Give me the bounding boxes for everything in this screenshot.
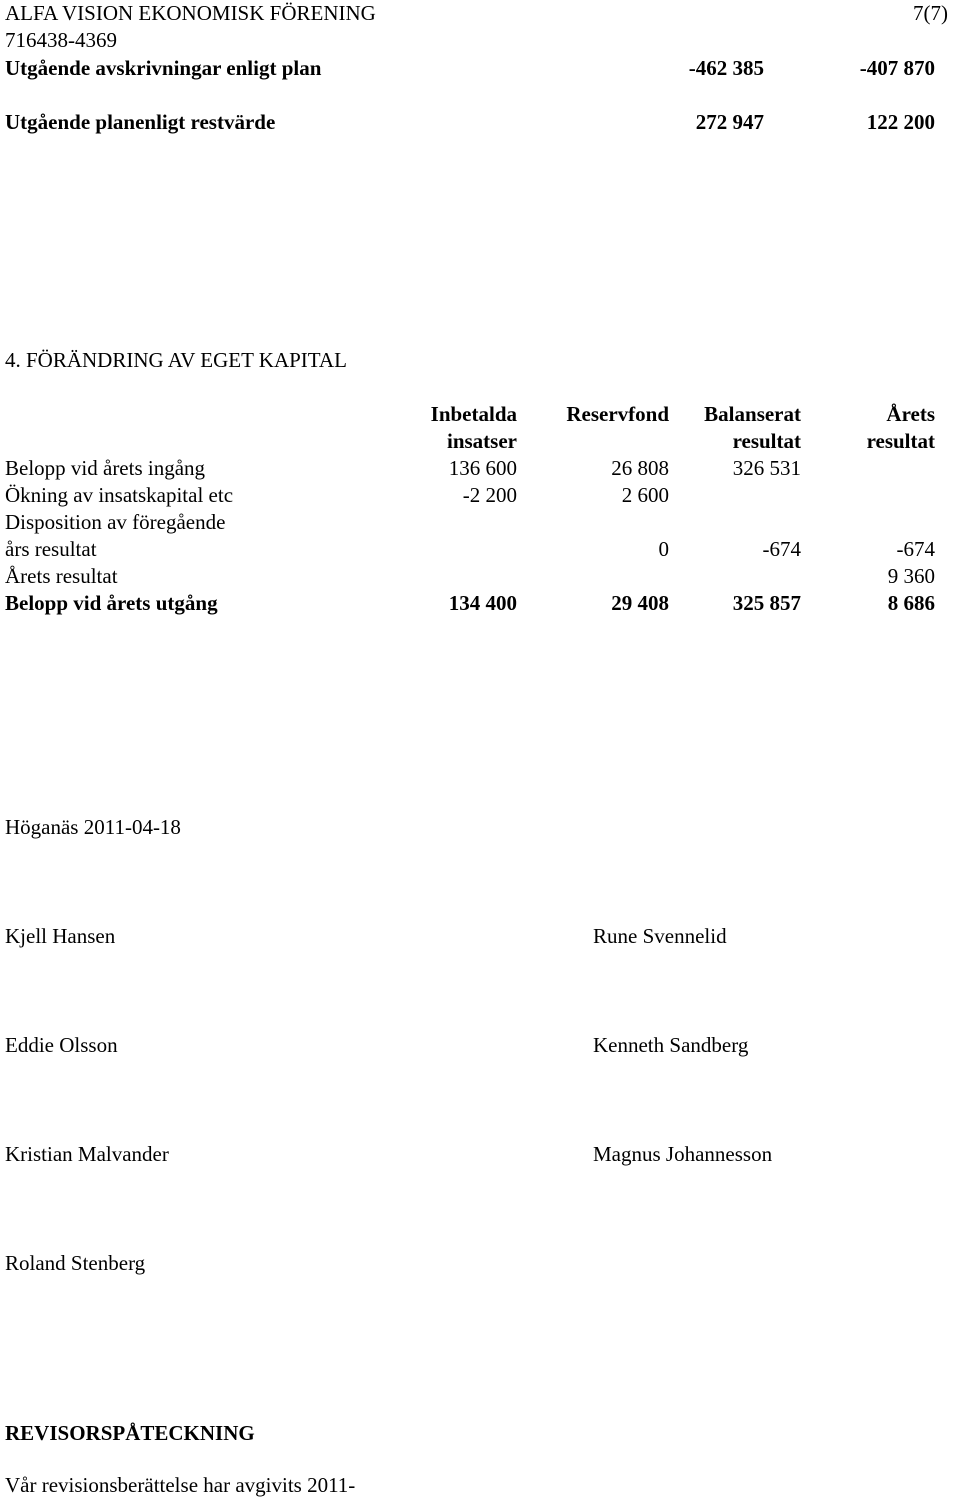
depreciation-row-value: -462 385 [688,56,764,80]
table-cell: 325 857 [732,591,801,615]
column-header: Årets [886,402,935,426]
depreciation-row-value: -407 870 [859,56,935,80]
table-row-label: Belopp vid årets ingång [5,456,206,480]
column-header: insatser [447,429,517,453]
column-header: Reservfond [566,402,669,426]
audit-text: Vår revisionsberättelse har avgivits 2011- [5,1473,356,1497]
section-title: 4. FÖRÄNDRING AV EGET KAPITAL [5,348,347,372]
column-header: resultat [732,429,801,453]
table-cell: 0 [658,537,669,561]
signatory-name: Kenneth Sandberg [593,1033,749,1057]
signatory-name: Roland Stenberg [5,1251,146,1275]
table-cell: 8 686 [887,591,935,615]
page-number: 7(7) [913,1,948,25]
table-row-label: års resultat [5,537,97,561]
place-date: Höganäs 2011-04-18 [5,815,181,839]
table-cell: 29 408 [611,591,669,615]
signatory-name: Magnus Johannesson [593,1142,773,1166]
audit-heading: REVISORSPÅTECKNING [5,1421,255,1445]
table-cell: 2 600 [621,483,669,507]
table-cell: -674 [896,537,935,561]
table-row-label: Belopp vid årets utgång [5,591,218,615]
signatory-name: Kjell Hansen [5,924,116,948]
table-cell: 136 600 [448,456,517,480]
depreciation-row-value: 272 947 [695,110,764,134]
signatory-name: Rune Svennelid [593,924,727,948]
table-cell: 134 400 [448,591,517,615]
table-cell: -674 [762,537,801,561]
depreciation-row-value: 122 200 [866,110,935,134]
table-cell: 9 360 [887,564,935,588]
column-header: resultat [866,429,935,453]
table-cell: 326 531 [732,456,801,480]
table-row-label: Årets resultat [5,564,118,588]
table-row-label: Disposition av föregående [5,510,226,534]
signatory-name: Eddie Olsson [5,1033,118,1057]
column-header: Balanserat [704,402,801,426]
signatory-name: Kristian Malvander [5,1142,169,1166]
organization-name: ALFA VISION EKONOMISK FÖRENING [5,1,376,25]
column-header: Inbetalda [430,402,517,426]
table-cell: 26 808 [611,456,669,480]
depreciation-row-label: Utgående avskrivningar enligt plan [5,56,322,80]
depreciation-row-label: Utgående planenligt restvärde [5,110,276,134]
table-cell: -2 200 [462,483,517,507]
table-row-label: Ökning av insatskapital etc [5,483,234,507]
organization-number: 716438-4369 [5,28,117,52]
